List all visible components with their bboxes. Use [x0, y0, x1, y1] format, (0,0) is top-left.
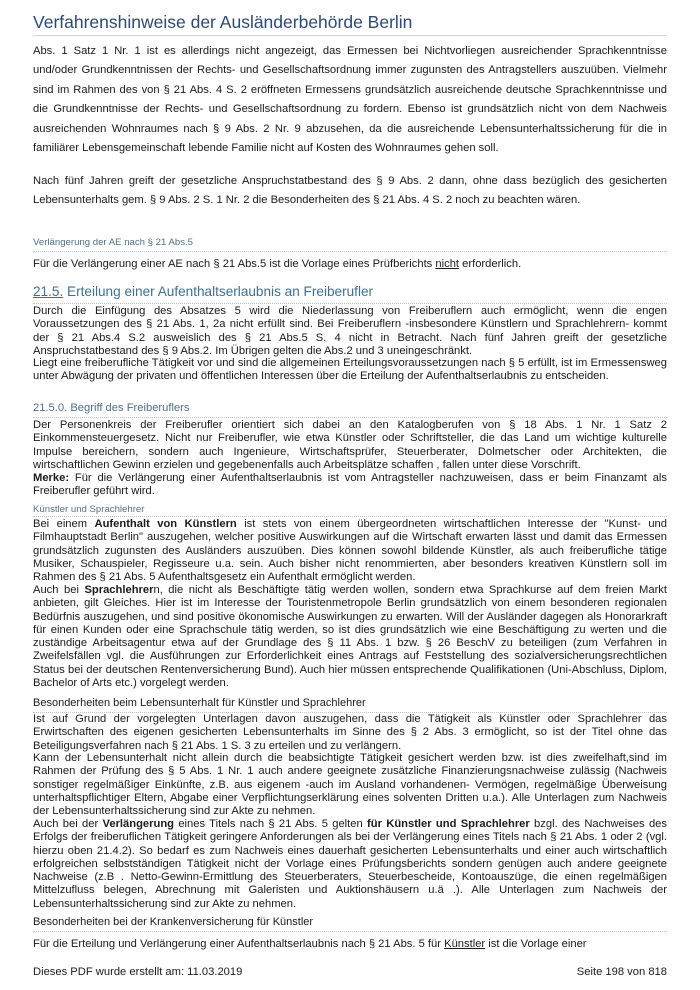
artists-paragraph-2: Auch bei Sprachlehrern, die nicht als Beschäftigte tätig werden wollen, sondern etwa Sprachkurse auf dem freien Markt anbieten, gilt Gleiches. Hier ist im Interesse der Touristenmetropole Berlin grundsätzlich von einem besonderen regionalen Bedürfnis auszugehen, und sind positive ökonomische Auswirkungen zu erwarten. Will der Ausländer dagegen als Honorarkraft für einen Kunden oder eine Sprachschule tätig werden, so ist dies grundsätzlich wie eine Beschäftigung zu werten und die zuständige Arbeitsagentur etwa auf der Grundlage des § 11 Abs. 1 bzw. § 26 BeschV zu beteiligen (zum Verfahren in Zweifelsfällen vgl. die Ausführungen zur Erforderlichkeit eines Antrags auf Feststellung des sozialversicherungsrechtlichen Status bei der deutschen Rentenversicherung Bund). Auch hier müssen entsprechende Qualifikationen (Uni-Abschluss, Diplom, Bachelor of Arts etc.) vorgelegt werden.	[33, 584, 667, 690]
freelancer-definition-paragraph: Der Personenkreis der Freiberufler orientiert sich dabei an den Katalogberufen von § 18 Abs. 1 Nr. 1 Satz 2 Einkommensteuergesetz. Nicht nur Freiberufler, wie etwa Künstler oder Schriftsteller, die das Land um wichtige kulturelle Impulse bereichern, sondern auch Ingenieure, Wirtschaftsprüfer, Steuerberater, Dolmetscher oder Architekten, die wirtschaftlichen Gewinn erzielen und gegebenenfalls auch Arbeitsplätze schaffen , fallen unter diese Vorschrift.	[33, 419, 667, 471]
title-divider	[33, 35, 667, 36]
section-21-5-heading: 21.5. Erteilung einer Aufenthaltserlaubnis an Freiberufler	[33, 284, 374, 299]
section-21-5-0-heading: 21.5.0. Begriff des Freiberuflers	[33, 402, 190, 414]
livelihood-paragraph-1: Ist auf Grund der vorgelegten Unterlagen davon auszugehen, dass die Tätigkeit als Künstler oder Sprachlehrer das Erwirtschaften des eigenen gesicherten Lebensunterhalts im Sinne des § 2 Abs. 3 ermöglicht, so ist der Titel ohne das Beteiligungsverfahren nach § 21 Abs. 1 S. 3 zu erteilen und zu verlängern.	[33, 713, 667, 752]
merke-note: Merke: Für die Verlängerung einer Aufenthaltserlaubnis ist vom Antragsteller nachzuweisen, dass er beim Finanzamt als Freiberufler geführt wird.	[33, 472, 667, 498]
merke-label: Merke:	[33, 472, 70, 484]
intro-paragraph-1: Abs. 1 Satz 1 Nr. 1 ist es allerdings nicht angezeigt, das Ermessen bei Nichtvorliegen ausreichender Sprachkenntnisse und/oder Grundkenntnissen der Rechts- und Gesellschaftsordnung immer zugunsten des Antragstellers auszuüben. Vielmehr sind im Rahmen des von § 21 Abs. 4 S. 2 eröffneten Ermessens grundsätzlich ausreichende deutsche Sprachkenntnisse und die Grundkenntnisse der Rechts- und Gesellschaftsordnung zu fordern. Ebenso ist grundsätzlich nicht von dem Nachweis ausreichenden Wohnraumes nach § 9 Abs. 2 Nr. 9 abzusehen, da die ausreichende Lebensunterhaltssicherung für die in familiärer Lebensgemeinschaft lebende Familie nicht auf Kosten des Wohnraumes gehen soll.	[33, 45, 667, 155]
section-21-5-paragraph-2: Liegt eine freiberufliche Tätigkeit vor und sind die allgemeinen Erteilungsvoraussetzungen nach § 5 erfüllt, ist im Ermessensweg unter Abwägung der privaten und öffentlichen Interessen über die Erteilung der Aufenthaltserlaubnis zu entscheiden.	[33, 357, 667, 383]
artists-label: Künstler und Sprachlehrer	[33, 504, 145, 515]
footer-page-number: Seite 198 von 818	[576, 966, 667, 978]
extension-divider	[33, 251, 667, 252]
livelihood-paragraph-3: Auch bei der Verlängerung eines Titels nach § 21 Abs. 5 gelten für Künstler und Sprachlehrer bzgl. des Nachweises des Erfolgs der freiberuflichen Tätigkeit geringere Anforderungen als bei der Verlängerung eines Titels nach § 21 Abs. 1 oder 2 (vgl. hierzu oben 21.4.2). So bedarf es zum Nachweis eines dauerhaft gesicherten Lebensunterhalts und einer auch wirtschaftlich erfolgreichen selbstständigen Tätigkeit nicht der Vorlage eines Prüfungsberichts sondern genügen auch andere geeignete Nachweise (z.B . Netto-Gewinn-Ermittlung des Steuerberaters, Steuerbescheide, Kontoauszüge, die einen regelmäßigen Mittelzufluss belegen, Abrechnung mit Galeristen und Auktionshäusern u.ä .). Alle Unterlagen zum Nachweis der Lebensunterhaltssicherung sind zur Akte zu nehmen.	[33, 818, 667, 910]
artists-divider	[33, 516, 667, 517]
intro-paragraph-2: Nach fünf Jahren greift der gesetzliche Anspruchstatbestand des § 9 Abs. 2 dann, ohne dass bezüglich des gesicherten Lebensunterhalts gem. § 9 Abs. 2 S. 1 Nr. 2 die Besonderheiten des § 21 Abs. 4 S. 2 noch zu beachten wären.	[33, 175, 667, 207]
section-21-5-divider	[33, 303, 667, 304]
footer-created-date: Dieses PDF wurde erstellt am: 11.03.2019	[33, 966, 243, 978]
artists-paragraph-1: Bei einem Aufenthalt von Künstlern ist stets von einem übergeordneten wirtschaftlichen Interesse der "Kunst- und Filmhauptstadt Berlin" auszugehen, welcher positive Auswirkungen auf die Wirtschaft erwarten lässt und damit das Ermessen grundsätzlich zugunsten des Ausländers auszuüben. Dies können sowohl bildende Künstler, als auch freiberufliche tätige Musiker, Schauspieler, Regisseure u.a. sein. Auch bisher nicht renommierten, aber besonders kreativen Künstlern soll im Rahmen des § 21 Abs. 5 Aufenthaltsgesetz ein Aufenthalt ermöglicht werden.	[33, 518, 667, 584]
health-insurance-text: Für die Erteilung und Verlängerung einer Aufenthaltserlaubnis nach § 21 Abs. 5 für Künstler ist die Vorlage einer	[33, 938, 587, 950]
artists-underline: Künstler	[444, 938, 486, 950]
extension-label: Verlängerung der AE nach § 21 Abs.5	[33, 237, 194, 248]
document-title: Verfahrenshinweise der Ausländerbehörde Berlin	[33, 12, 413, 32]
section-21-5-paragraph-1: Durch die Einfügung des Absatzes 5 wird die Niederlassung von Freiberuflern auch ermöglicht, wenn die engen Voraussetzungen des § 21 Abs. 1, 2a nicht erfüllt sind. Bei Freiberuflern -insbesondere Künstlern und Sprachlehrern- kommt der § 21 Abs.4 S.2 ausweislich des § 21 Abs.5 S. 4 nicht in Betracht. Nach fünf Jahren greift der gesetzliche Anspruchstatbestand des § 9 Abs.2. Im Übrigen gelten die Abs.2 und 3 uneingeschränkt.	[33, 305, 667, 357]
section-21-5-number[interactable]: 21.5.	[33, 284, 64, 299]
health-insurance-divider	[33, 931, 667, 932]
livelihood-paragraph-2: Kann der Lebensunterhalt nicht allein durch die beabsichtigte Tätigkeit gesichert werden bzw. ist dies zweifelhaft,sind im Rahmen der Prüfung des § 5 Abs. 1 Nr. 1 auch andere geeignete zusätzliche Finanzierungsnachweise zulässig (Nachweis sonstiger regelmäßiger Einkünfte, z.B. aus eigenem -auch im Ausland vorhandenen- Vermögen, regelmäßige Überweisung unterhaltspflichtiger Eltern, Abgabe einer Verpflichtungserklärung eines solventen Dritten u.a.). Alle Unterlagen zum Nachweis der Lebensunterhaltssicherung sind zur Akte zu nehmen.	[33, 752, 667, 818]
extension-text: Für die Verlängerung einer AE nach § 21 Abs.5 ist die Vorlage eines Prüfberichts nicht erforderlich.	[33, 258, 522, 270]
document-page	[33, 0, 667, 990]
livelihood-label: Besonderheiten beim Lebensunterhalt für Künstler und Sprachlehrer	[33, 697, 366, 709]
section-21-5-0-divider	[33, 417, 667, 418]
health-insurance-label: Besonderheiten bei der Krankenversicherung für Künstler	[33, 916, 314, 928]
extension-underline: nicht	[435, 258, 460, 270]
